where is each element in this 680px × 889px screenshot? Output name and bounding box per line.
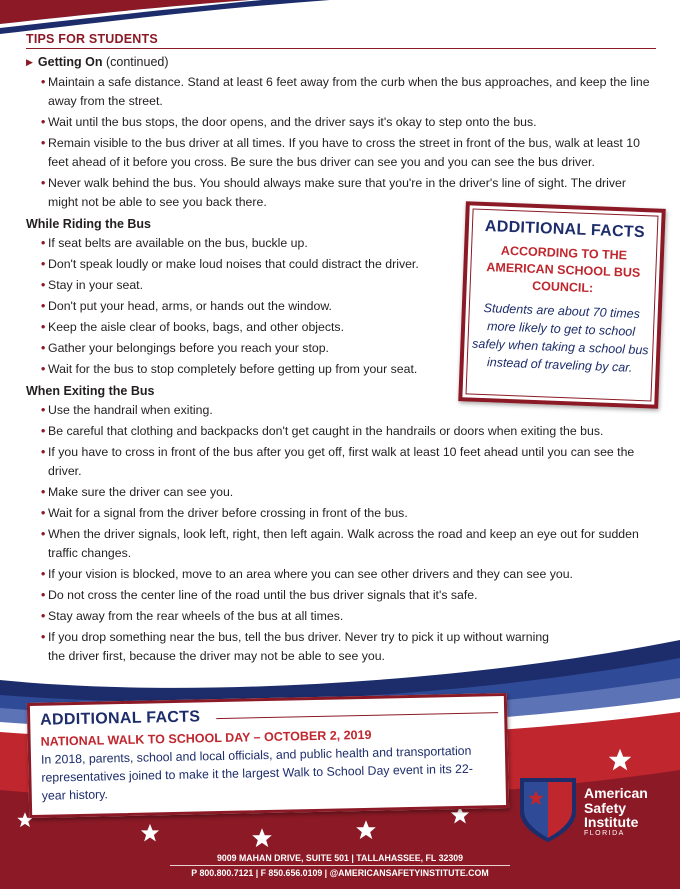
walk-card-title: ADDITIONAL FACTS <box>40 708 201 729</box>
getting-on-label: Getting On <box>37 55 103 69</box>
list-item: • Don't speak loudly or make loud noises that could distract the driver. <box>26 255 466 274</box>
walk-card-body: In 2018, parents, school and local officials, and public health and transportation representatives joined to make it the largest Walk to School Day event in its 22-year history. <box>40 743 473 803</box>
getting-on-list <box>26 73 656 212</box>
logo-line: Safety <box>584 799 627 816</box>
footer-contact[interactable]: P 800.800.7121 | F 850.656.0109 | @AMERICANSAFETYINSTITUTE.COM <box>191 868 489 878</box>
facts-card-source: ACCORDING TO THE AMERICAN SCHOOL BUS COUNCIL: <box>486 243 641 296</box>
logo-line: American <box>584 785 648 801</box>
footer <box>0 852 680 879</box>
logo-subtitle: FLORIDA <box>584 830 625 837</box>
triangle-right-icon: ▶ <box>26 57 33 67</box>
list-item: • Wait for the bus to stop completely before getting up from your seat. <box>26 360 466 379</box>
logo-line: Institute <box>584 814 639 830</box>
when-exiting-list <box>26 401 656 666</box>
list-item: • Make sure the driver can see you. <box>26 483 656 502</box>
additional-facts-card <box>458 201 666 409</box>
list-item: • Maintain a safe distance. Stand at least 6 feet away from the curb when the bus approaches, and keep the line away from the street. <box>26 73 656 111</box>
getting-on-suffix: (continued) <box>102 55 169 69</box>
title-divider <box>26 48 656 49</box>
list-item: • Be careful that clothing and backpacks don't get caught in the handrails or doors when exiting the bus. <box>26 422 656 441</box>
list-item: • Wait until the bus stops, the door opens, and the driver says it's okay to step onto the bus. <box>26 113 656 132</box>
list-item: • Stay away from the rear wheels of the bus at all times. <box>26 607 656 626</box>
when-exiting-heading: When Exiting the Bus <box>26 384 155 398</box>
facts-card-body: Students are about 70 times more likely to get to school safely when taking a school bus instead of traveling by car. <box>471 300 649 375</box>
list-item: • When the driver signals, look left, right, then left again. Walk across the road and keep an eye out for sudden traffic changes. <box>26 525 656 563</box>
footer-divider <box>170 865 510 866</box>
list-item: • If you have to cross in front of the bus after you get off, first walk at least 10 feet ahead until you can see the driver. <box>26 443 656 481</box>
list-item: • If your vision is blocked, move to an area where you can see other drivers and they can see you. <box>26 565 656 584</box>
list-item: • If seat belts are available on the bus, buckle up. <box>26 234 466 253</box>
list-item: • Gather your belongings before you reach your stop. <box>26 339 466 358</box>
list-item: • Wait for a signal from the driver before crossing in front of the bus. <box>26 504 656 523</box>
list-item: • Remain visible to the bus driver at all times. If you have to cross the street in front of the bus, walk at least 10 feet ahead of it before you cross. Be sure the bus driver can see you and you can see the bus driver. <box>26 134 656 172</box>
list-item: • Keep the aisle clear of books, bags, and other objects. <box>26 318 466 337</box>
walk-to-school-card <box>27 693 509 818</box>
list-item: • Do not cross the center line of the road until the bus driver signals that it's safe. <box>26 586 656 605</box>
list-item: • Stay in your seat. <box>26 276 466 295</box>
while-riding-heading: While Riding the Bus <box>26 217 151 231</box>
facts-card-title: ADDITIONAL FACTS <box>484 217 646 242</box>
footer-address: 9009 MAHAN DRIVE, SUITE 501 | TALLAHASSEE, FL 32309 <box>216 853 464 863</box>
list-item: • Don't put your head, arms, or hands out the window. <box>26 297 466 316</box>
list-item: • Use the handrail when exiting. <box>26 401 656 420</box>
page-title: TIPS FOR STUDENTS <box>26 32 158 46</box>
getting-on-heading <box>26 54 656 71</box>
walk-card-subtitle: NATIONAL WALK TO SCHOOL DAY – OCTOBER 2, 2019 <box>40 727 372 749</box>
logo-wordmark <box>584 786 648 830</box>
list-item: • Never walk behind the bus. You should always make sure that you're in the driver's line of sight. The driver might not be able to see you back there. <box>26 174 656 212</box>
list-item: • If you drop something near the bus, tell the bus driver. Never try to pick it up without warning the driver first, because the driver may not be able to see you. <box>26 628 556 666</box>
